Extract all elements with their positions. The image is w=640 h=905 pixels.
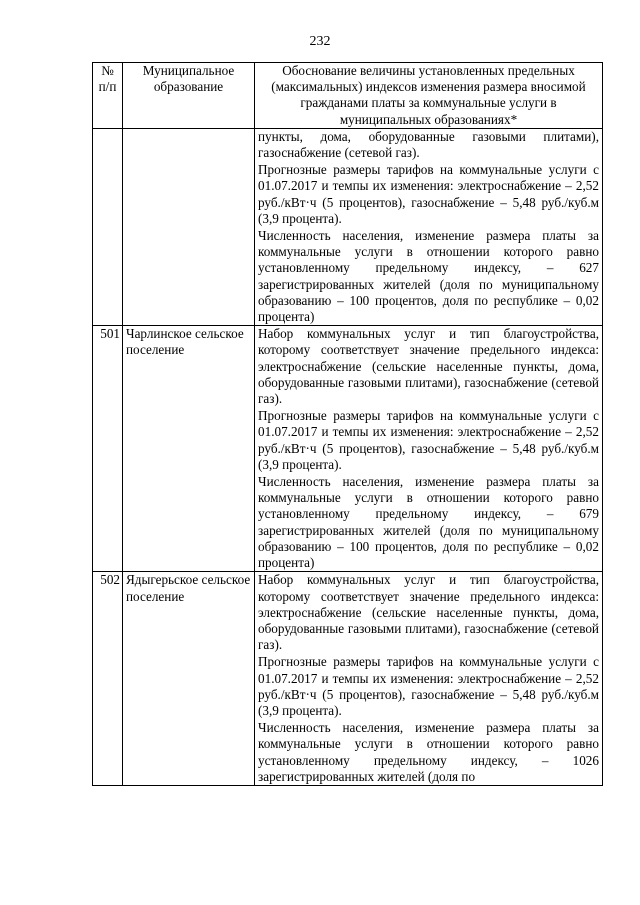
- page-number: 232: [309, 34, 331, 49]
- justification-paragraph: Численность населения, изменение размера платы за коммунальные услуги в отношении которого равно установленному предельному индексу, – 627 зарегистрированных жителей (доля по муниципальному образованию – 100 процентов, доля по республике – 0,02 процента): [258, 228, 599, 325]
- table-row: [93, 572, 603, 786]
- row-number: 502: [93, 572, 123, 786]
- row-justification: [255, 128, 603, 325]
- justification-paragraph: Численность населения, изменение размера платы за коммунальные услуги в отношении которого равно установленному предельному индексу, – 1026 зарегистрированных жителей (доля по: [258, 720, 599, 784]
- table-row: [93, 326, 603, 572]
- table-row: [93, 128, 603, 325]
- table-body: [93, 128, 603, 785]
- header-municipality: Муниципальное образование: [123, 63, 255, 129]
- justification-paragraph: Прогнозные размеры тарифов на коммунальные услуги с 01.07.2017 и темпы их изменения: электроснабжение – 2,52 руб./кВт·ч (5 процентов), газоснабжение – 5,48 руб./куб.м (3,9 процента).: [258, 162, 599, 226]
- row-number: 501: [93, 326, 123, 572]
- justification-paragraph: Прогнозные размеры тарифов на коммунальные услуги с 01.07.2017 и темпы их изменения: электроснабжение – 2,52 руб./кВт·ч (5 процентов), газоснабжение – 5,48 руб./куб.м (3,9 процента).: [258, 408, 599, 472]
- row-municipality: [123, 128, 255, 325]
- row-justification: [255, 572, 603, 786]
- row-municipality: Чарлинское сельское поселение: [123, 326, 255, 572]
- justification-paragraph: Набор коммунальных услуг и тип благоустройства, которому соответствует значение предельного индекса: электроснабжение (сельские населенные пункты, дома, оборудованные газовыми плитами), газоснабжение (сетевой газ).: [258, 572, 599, 653]
- header-number: № п/п: [93, 63, 123, 129]
- row-number: [93, 128, 123, 325]
- tariff-table: [92, 62, 603, 786]
- header-justification: Обоснование величины установленных предельных (максимальных) индексов изменения размера вносимой гражданами платы за коммунальные услуги в муниципальных образованиях*: [255, 63, 603, 129]
- row-justification: [255, 326, 603, 572]
- table-header-row: [93, 63, 603, 129]
- justification-paragraph: Прогнозные размеры тарифов на коммунальные услуги с 01.07.2017 и темпы их изменения: электроснабжение – 2,52 руб./кВт·ч (5 процентов), газоснабжение – 5,48 руб./куб.м (3,9 процента).: [258, 654, 599, 718]
- justification-paragraph: Набор коммунальных услуг и тип благоустройства, которому соответствует значение предельного индекса: электроснабжение (сельские населенные пункты, дома, оборудованные газовыми плитами), газоснабжение (сетевой газ).: [258, 326, 599, 407]
- row-municipality: Ядыгерьское сельское поселение: [123, 572, 255, 786]
- justification-paragraph: Численность населения, изменение размера платы за коммунальные услуги в отношении которого равно установленному предельному индексу, – 679 зарегистрированных жителей (доля по муниципальному образованию – 100 процентов, доля по республике – 0,02 процента): [258, 474, 599, 571]
- justification-paragraph: пункты, дома, оборудованные газовыми плитами), газоснабжение (сетевой газ).: [258, 128, 599, 161]
